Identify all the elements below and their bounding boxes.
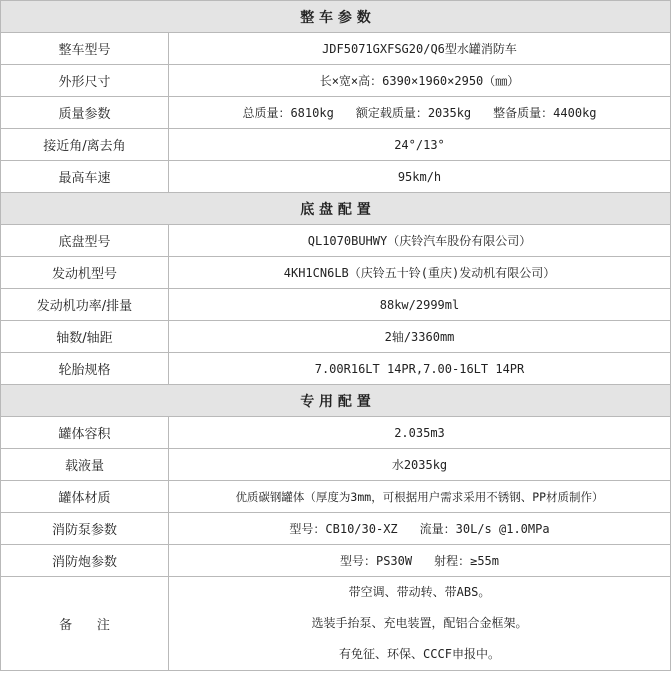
section-header-chassis: [1, 193, 671, 225]
row-value: 水2035kg: [169, 449, 671, 481]
table-row: [1, 225, 671, 257]
row-label: 整车型号: [1, 33, 169, 65]
table-row: [1, 33, 671, 65]
section-title: 专 用 配 置: [1, 385, 671, 417]
table-row: [1, 513, 671, 545]
row-value: [169, 545, 671, 577]
table-row: [1, 289, 671, 321]
section-header-vehicle: [1, 1, 671, 33]
row-value: 7.00R16LT 14PR,7.00-16LT 14PR: [169, 353, 671, 385]
row-value: QL1070BUHWY（庆铃汽车股份有限公司）: [169, 225, 671, 257]
table-row: [1, 449, 671, 481]
section-header-special: [1, 385, 671, 417]
row-value: 优质碳钢罐体（厚度为3mm，可根据用户需求采用不锈钢、PP材质制作）: [169, 481, 671, 513]
row-value: 24°/13°: [169, 129, 671, 161]
remark-line: 带空调、带动转、带ABS。: [348, 585, 491, 599]
row-label: 最高车速: [1, 161, 169, 193]
row-value: [169, 97, 671, 129]
remark-line: 选装手抬泵、充电装置，配铝合金框架。: [311, 616, 528, 630]
row-value: 4KH1CN6LB（庆铃五十铃(重庆)发动机有限公司）: [169, 257, 671, 289]
value-part: 额定载质量：2035kg: [355, 106, 472, 120]
row-label: 轮胎规格: [1, 353, 169, 385]
table-row: [1, 417, 671, 449]
row-label: 发动机型号: [1, 257, 169, 289]
remark-line: 有免征、环保、CCCF申报中。: [339, 647, 500, 661]
table-row: [1, 161, 671, 193]
row-label: 质量参数: [1, 97, 169, 129]
row-label: 底盘型号: [1, 225, 169, 257]
value-part: 型号：PS30W: [339, 554, 413, 568]
value-part: 流量：30L/s @1.0MPa: [419, 522, 550, 536]
row-label: 发动机功率/排量: [1, 289, 169, 321]
row-label: 消防炮参数: [1, 545, 169, 577]
row-label: 外形尺寸: [1, 65, 169, 97]
table-row: [1, 65, 671, 97]
row-label: 消防泵参数: [1, 513, 169, 545]
remarks-row: [1, 577, 671, 671]
table-row: [1, 321, 671, 353]
row-label: 轴数/轴距: [1, 321, 169, 353]
section-title: 底 盘 配 置: [1, 193, 671, 225]
table-row: [1, 129, 671, 161]
row-value: 2.035m3: [169, 417, 671, 449]
remarks-label: 备 注: [1, 577, 169, 671]
row-label: 载液量: [1, 449, 169, 481]
row-value: [169, 513, 671, 545]
table-row: [1, 353, 671, 385]
table-row: [1, 545, 671, 577]
row-value: JDF5071GXFSG20/Q6型水罐消防车: [169, 33, 671, 65]
row-label: 罐体容积: [1, 417, 169, 449]
row-label: 罐体材质: [1, 481, 169, 513]
table-row: [1, 481, 671, 513]
value-part: 型号：CB10/30-XZ: [289, 522, 398, 536]
table-row: [1, 97, 671, 129]
remarks-value: [169, 577, 671, 671]
value-part: 整备质量：4400kg: [493, 106, 597, 120]
row-value: 88kw/2999ml: [169, 289, 671, 321]
row-value: 95km/h: [169, 161, 671, 193]
section-title: 整 车 参 数: [1, 1, 671, 33]
row-label: 接近角/离去角: [1, 129, 169, 161]
row-value: 长×宽×高：6390×1960×2950（㎜）: [169, 65, 671, 97]
row-value: 2轴/3360mm: [169, 321, 671, 353]
table-row: [1, 257, 671, 289]
value-part: 射程：≥55m: [434, 554, 500, 568]
value-part: 总质量：6810kg: [242, 106, 334, 120]
